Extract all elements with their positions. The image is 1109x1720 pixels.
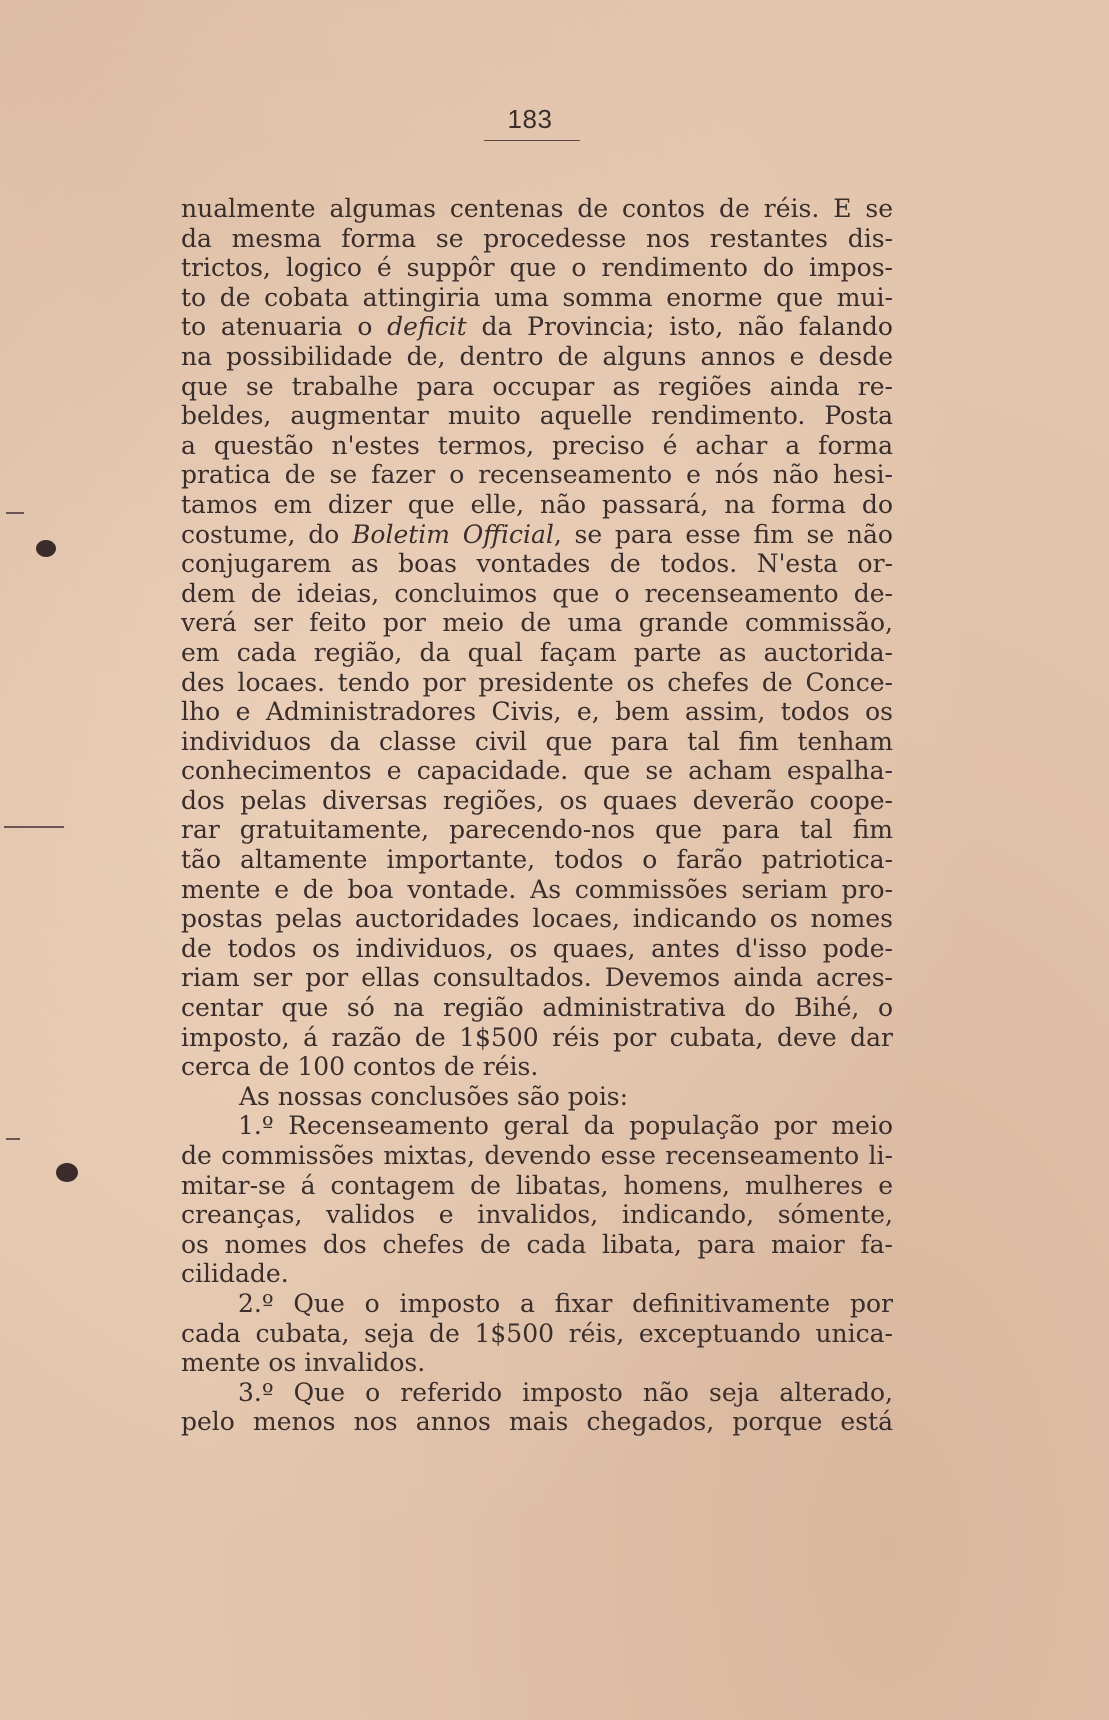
margin-mark bbox=[4, 826, 64, 828]
text-line: nualmente algumas centenas de contos de réis. E se bbox=[181, 194, 893, 223]
text-line bbox=[181, 520, 893, 550]
text-line: rar gratuitamente, parecendo-nos que para tal fim bbox=[181, 815, 893, 845]
text-line bbox=[181, 312, 893, 342]
binding-hole-mark bbox=[36, 540, 56, 557]
text-line: tamos em dizer que elle, não passará, na forma do bbox=[181, 489, 893, 519]
text-run: to atenuaria o bbox=[181, 312, 388, 342]
text-line: individuos da classe civil que para tal fim tenham bbox=[181, 726, 893, 756]
text-line: em cada região, da qual façam parte as auctorida- bbox=[181, 637, 893, 667]
text-line: 2.º Que o imposto a fixar definitivamente por bbox=[238, 1288, 893, 1318]
text-line: 3.º Que o referido imposto não seja alterado, bbox=[238, 1377, 893, 1407]
text-run: costume, do bbox=[181, 519, 353, 549]
page-number: 183 bbox=[507, 104, 553, 134]
text-line: mitar-se á contagem de libatas, homens, mulheres e bbox=[181, 1170, 893, 1200]
text-line: cilidade. bbox=[181, 1259, 289, 1289]
text-run: da Provincia; isto, não falando bbox=[466, 312, 893, 342]
text-line: de commissões mixtas, devendo esse recenseamento li- bbox=[181, 1141, 893, 1170]
page-number-rule bbox=[484, 140, 580, 141]
text-line: lho e Administradores Civis, e, bem assim, todos os bbox=[181, 697, 893, 727]
text-line: pelo menos nos annos mais chegados, porque está bbox=[181, 1407, 893, 1437]
body-text bbox=[181, 194, 893, 1437]
text-line: mente os invalidos. bbox=[181, 1348, 426, 1378]
text-line: verá ser feito por meio de uma grande commissão, bbox=[181, 608, 893, 638]
text-line: cerca de 100 contos de réis. bbox=[181, 1052, 539, 1082]
italic-title-boletim-official: Boletim Official bbox=[352, 519, 554, 549]
text-line: tão altamente importante, todos o farão patriotica- bbox=[181, 845, 893, 875]
text-line: postas pelas auctoridades locaes, indicando os nomes bbox=[181, 904, 893, 934]
text-line: mente e de boa vontade. As commissões seriam pro- bbox=[181, 874, 893, 904]
text-line: da mesma forma se procedesse nos restantes dis- bbox=[181, 223, 893, 253]
text-line: que se trabalhe para occupar as regiões ainda re- bbox=[181, 371, 893, 401]
text-line: 1.º Recenseamento geral da população por meio bbox=[238, 1111, 893, 1141]
text-line: dem de ideias, concluimos que o recenseamento de- bbox=[181, 578, 893, 608]
text-line: dos pelas diversas regiões, os quaes deverão coope- bbox=[181, 785, 893, 815]
text-line: riam ser por ellas consultados. Devemos ainda acres- bbox=[181, 963, 893, 993]
text-line: de todos os individuos, os quaes, antes d'isso pode- bbox=[181, 933, 893, 963]
margin-mark bbox=[6, 512, 24, 514]
text-line: pratica de se fazer o recenseamento e nós não hesi- bbox=[181, 460, 893, 490]
text-line: beldes, augmentar muito aquelle rendimento. Posta bbox=[181, 401, 893, 431]
text-line: to de cobata attingiria uma somma enorme que mui- bbox=[181, 282, 893, 312]
italic-term-deficit: deficit bbox=[387, 312, 467, 342]
text-line: As nossas conclusões são pois: bbox=[239, 1081, 629, 1111]
text-line: a questão n'estes termos, preciso é achar a forma bbox=[181, 430, 893, 460]
text-line: imposto, á razão de 1$500 réis por cubata, deve dar bbox=[181, 1022, 893, 1052]
text-line: conhecimentos e capacidade. que se acham espalha- bbox=[181, 756, 893, 786]
text-line: na possibilidade de, dentro de alguns annos e desde bbox=[181, 341, 893, 371]
text-line: os nomes dos chefes de cada libata, para maior fa- bbox=[181, 1229, 893, 1259]
binding-hole-mark bbox=[56, 1163, 78, 1182]
text-line: cada cubata, seja de 1$500 réis, exceptuando unica- bbox=[181, 1318, 893, 1348]
text-line: centar que só na região administrativa do Bihé, o bbox=[181, 993, 893, 1023]
text-line: trictos, logico é suppôr que o rendimento do impos- bbox=[181, 253, 893, 283]
text-line: creanças, validos e invalidos, indicando, sómente, bbox=[181, 1200, 893, 1230]
text-line: des locaes. tendo por presidente os chefes de Conce- bbox=[181, 667, 893, 697]
text-line: conjugarem as boas vontades de todos. N'esta or- bbox=[181, 549, 893, 579]
text-run: , se para esse fim se não bbox=[553, 519, 893, 549]
margin-mark bbox=[6, 1138, 20, 1140]
